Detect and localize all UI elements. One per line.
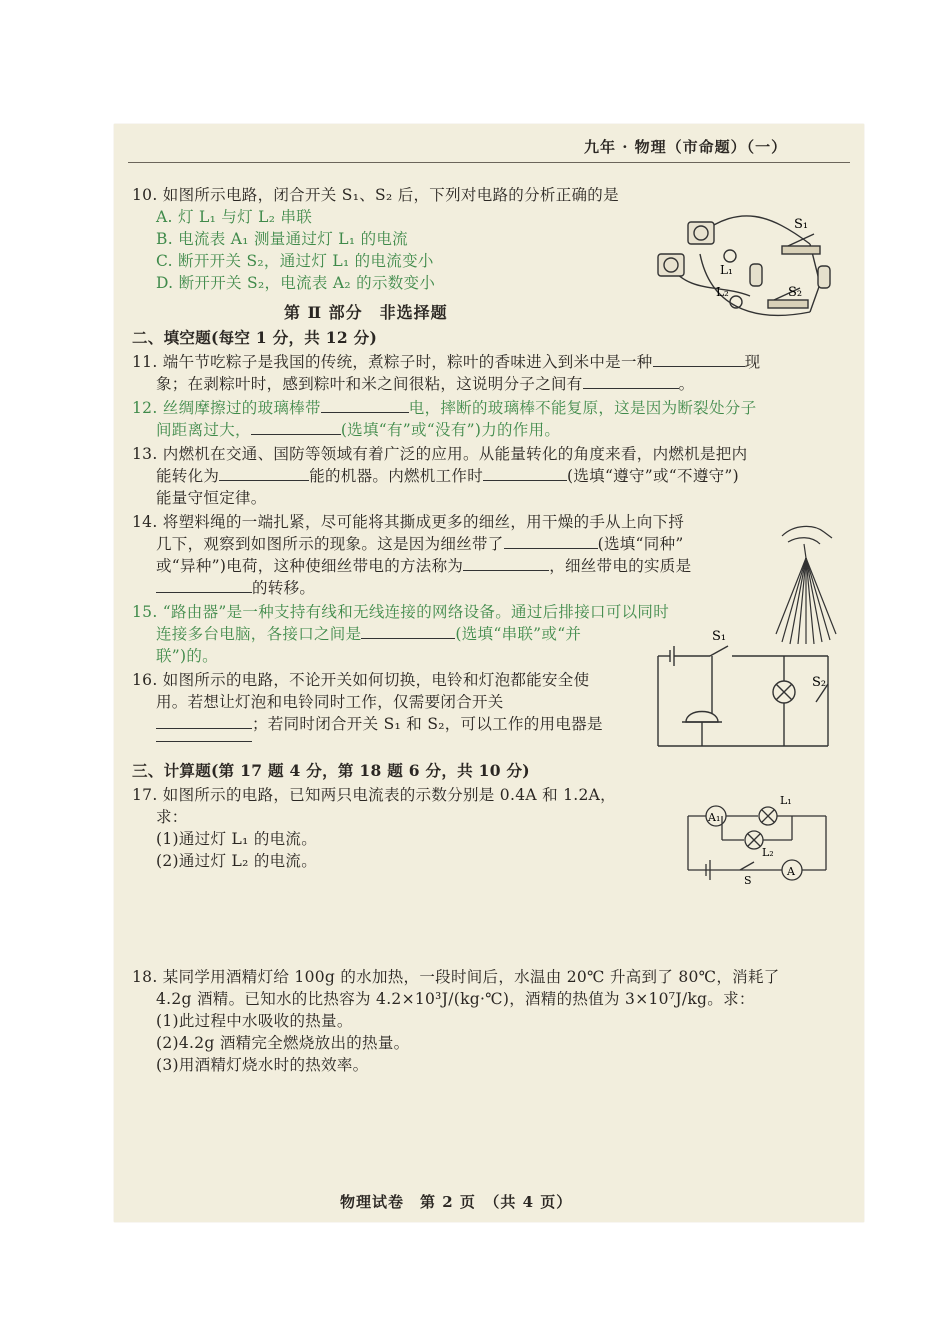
q14-blank-1 [504,534,598,549]
q17-fig-l2-label: L₂ [762,846,774,859]
q17-fig-s-label: S [744,874,752,886]
q10-option-a: A. 灯 L₁ 与灯 L₂ 串联 [156,208,313,226]
q17-fig-a1-label: A₁ [708,811,721,824]
q10-fig-s2-label: S₂ [788,285,803,300]
q15-line1: 15. “路由器”是一种支持有线和无线连接的网络设备。通过后排接口可以同时 [132,603,670,621]
q17-sub2: (2)通过灯 L₂ 的电流。 [156,852,318,870]
q11-line1: 11. 端午节吃粽子是我国的传统，煮粽子时，粽叶的香味进入到米中是一种 [132,353,653,371]
q18-line1: 18. 某同学用酒精灯给 100g 的水加热，一段时间后，水温由 20℃ 升高到了 80℃，消耗了 [132,968,780,986]
q10-fig-s1-label: S₁ [794,217,809,232]
q10-option-b: B. 电流表 A₁ 测量通过灯 L₁ 的电流 [156,230,408,248]
page-header-title: 九年 · 物理（市命题）（一） [584,138,788,156]
q12-line2: 间距离过大， [156,421,251,439]
q11-line2: 象；在剥粽叶时，感到粽叶和米之间很粘，这说明分子之间有 [156,375,583,393]
q18-line2: 4.2g 酒精。已知水的比热容为 4.2×10³J/(kg·℃)，酒精的热值为 3×10⁷J/kg。求： [156,990,755,1008]
q13-line1: 13. 内燃机在交通、国防等领域有着广泛的应用。从能量转化的角度来看，内燃机是把内 [132,445,748,463]
q13-line3: 能量守恒定律。 [156,489,267,507]
q10-fig-l1-label: L₁ [720,263,733,277]
q12-line1: 12. 丝绸摩擦过的玻璃棒带 [132,399,321,417]
q12-blank-2 [251,420,341,435]
q17-circuit-figure [682,790,832,886]
q10-stem: 10. 如图所示电路，闭合开关 S₁、S₂ 后，下列对电路的分析正确的是 [132,186,619,204]
q16-fig-s2-label: S₂ [812,675,827,690]
q16-blank-1 [156,714,252,729]
q16-blank-2 [156,741,252,742]
q18-sub2: (2)4.2g 酒精完全燃烧放出的热量。 [156,1034,410,1052]
q16-fig-s1-label: S₁ [712,629,727,644]
q18-sub3: (3)用酒精灯烧水时的热效率。 [156,1056,369,1074]
section2-title: 二、填空题(每空 1 分，共 12 分) [132,328,378,347]
q10-fig-l2-label: L₂ [716,285,729,299]
q13-blank-1 [219,466,309,481]
q14-blank-3 [156,578,252,593]
part2-title: 第 Ⅱ 部分 非选择题 [284,303,448,322]
q17-line2: 求： [156,808,188,826]
q16-line2: 用。若想让灯泡和电铃同时工作，仅需要闭合开关 [156,693,504,711]
q15-line2: 连接多台电脑，各接口之间是 [156,625,362,643]
q12-blank-1 [321,398,409,413]
q14-line1: 14. 将塑料绳的一端扎紧，尽可能将其撕成更多的细丝，用干燥的手从上向下捋 [132,513,685,531]
q13-blank-2 [483,466,567,481]
q15-line3: 联”)的。 [156,647,218,665]
q11-blank-1 [653,352,745,367]
q14-line3: 或“异种”)电荷，这种使细丝带电的方法称为 [156,557,464,575]
q16-circuit-figure [652,628,836,752]
q16-line1: 16. 如图所示的电路，不论开关如何切换，电铃和灯泡都能安全使 [132,671,590,689]
exam-paper: 九年 · 物理（市命题）（一） 10. 如图所示电路，闭合开关 S₁、S₂ 后，下列对电路的分析正确的是 A. 灯 L₁ 与灯 L₂ 串联 B. 电流表 A₁ 测量通过灯 L₁ 的电流 C. 断开开关 S₂，通过灯 L₁ 的电流变小 D. 断开开关 S₂，电流表 A₂ 的示数变小 S₁ S₂ L₁ L₂ 第 Ⅱ 部分 非选择题 二、填空题(每空 1 分，共 12 分) 11. 端午节吃粽子是我国的传统，煮粽子时，粽叶的香味进入到米中是一种 现 象；在剥粽叶时，感到粽叶和米之间很粘，这说明分子之间有 。 12. 丝绸摩擦过的玻璃棒带 电，摔断的玻璃棒不能复原，这是因为断裂处分子 间距离过大， (选填“有”或“没有”)力的作用。 13. 内燃机在交通、国防等领域有着广泛的应用。从能量转化的角度来看，内燃机是把内 能转化为 能的机器。内燃机工作时 (选填“遵守”或“不遵守”) 能量守恒定律。 14. 将塑料绳的一端扎紧，尽可能将其撕成更多的细丝，用干燥的手从上向下捋 几下，观察到如图所示的现象。这是因为细丝带了 (选填“同种” 或“异种”)电荷，这种使细丝带电的方法称为 ，细丝带电的实质是 的转移。 15. “路由器”是一种支持有线和无线连接的网络设备。通过后排接口可以同时 连接多台电脑，各接口之间是 (选填“串联”或“并 联”)的。 16. 如图所示的电路，不论开关如何切换，电铃和灯泡都能安全使 用。若想让灯泡和电铃同时工作，仅需要闭合开关 ；若同时闭合开关 S₁ 和 S₂，可以工作的用电器是 S₁ S₂ 三、计算题(第 17 题 4 分，第 18 题 6 分，共 10 分) 17. 如图所示的电路，已知两只电流表的示数分别是 0.4A 和 1.2A， 求： (1)通过灯 L₁ 的电流。 (2)通过灯 L₂ 的电流。 A₁ L₁ L₂ S A 18. 某同学用酒精灯给 100g 的水加热，一段时间后，水温由 20℃ 升高到了 80℃，消耗了 4.2g 酒精。已知水的比热容为 4.2×10³J/(kg·℃)，酒精的热值为 3×10⁷J/kg。求： (1)此过程中水吸收的热量。 (2)4.2g 酒精完全燃烧放出的热量。 (3)用酒精灯烧水时的热效率。 物理试卷 第 2 页 （共 4 页） [114,124,864,1222]
q14-line4: 的转移。 [252,579,316,597]
q14-blank-2 [463,556,549,571]
q15-blank-1 [361,624,455,639]
q10-circuit-figure [650,184,836,334]
q17-fig-a-label: A [787,865,795,878]
page-footer: 物理试卷 第 2 页 （共 4 页） [340,1193,573,1211]
header-rule [128,162,850,163]
q17-line1: 17. 如图所示的电路，已知两只电流表的示数分别是 0.4A 和 1.2A， [132,786,616,804]
q14-line2: 几下，观察到如图所示的现象。这是因为细丝带了 [156,535,504,553]
q10-option-d: D. 断开开关 S₂，电流表 A₂ 的示数变小 [156,274,436,292]
q11-blank-2 [583,374,679,389]
section3-title: 三、计算题(第 17 题 4 分，第 18 题 6 分，共 10 分) [132,761,530,780]
q17-sub1: (1)通过灯 L₁ 的电流。 [156,830,318,848]
q10-option-c: C. 断开开关 S₂，通过灯 L₁ 的电流变小 [156,252,434,270]
q18-sub1: (1)此过程中水吸收的热量。 [156,1012,353,1030]
q13-line2: 能转化为 [156,467,220,485]
q16-line3: ；若同时闭合开关 S₁ 和 S₂，可以工作的用电器是 [252,715,603,733]
q17-fig-l1-label: L₁ [780,794,792,807]
